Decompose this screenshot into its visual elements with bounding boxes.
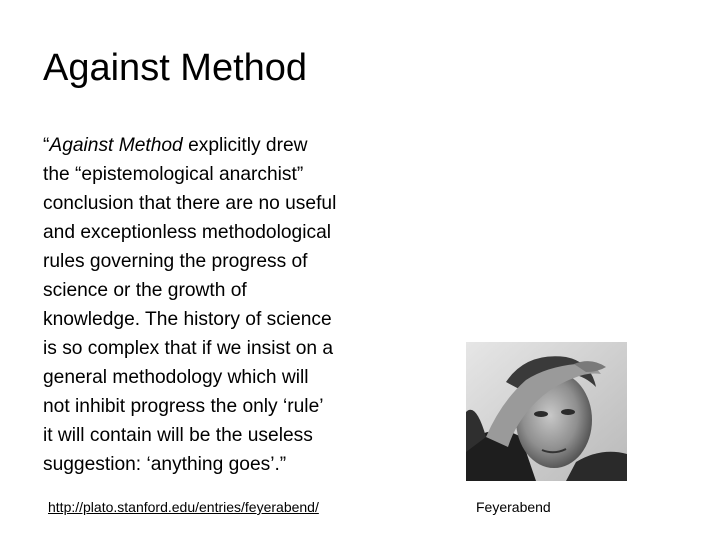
quote-line: knowledge. The history of science xyxy=(43,309,332,330)
slide-title: Against Method xyxy=(43,47,308,89)
quote-line: conclusion that there are no useful xyxy=(43,193,337,214)
quote-line: rules governing the progress of xyxy=(43,251,308,272)
source-link[interactable]: http://plato.stanford.edu/entries/feyerabend/ xyxy=(48,499,319,515)
quote-line: not inhibit progress the only ‘rule’ xyxy=(43,396,324,417)
feyerabend-photo xyxy=(466,342,627,481)
quote-line: it will contain will be the useless xyxy=(43,425,313,446)
portrait-image xyxy=(466,342,627,481)
photo-caption: Feyerabend xyxy=(476,499,551,515)
quote-text xyxy=(43,131,393,479)
quote-line: science or the growth of xyxy=(43,280,247,301)
quote-line: general methodology which will xyxy=(43,367,309,388)
quote-open: “ xyxy=(43,135,50,156)
quote-line: the “epistemological anarchist” xyxy=(43,164,304,185)
quote-line: is so complex that if we insist on a xyxy=(43,338,334,359)
quote-line xyxy=(43,131,393,160)
book-title: Against Method xyxy=(49,135,183,156)
quote-line-rest: explicitly drew xyxy=(182,135,308,156)
quote-line: and exceptionless methodological xyxy=(43,222,331,243)
quote-line: suggestion: ‘anything goes’.” xyxy=(43,454,287,475)
